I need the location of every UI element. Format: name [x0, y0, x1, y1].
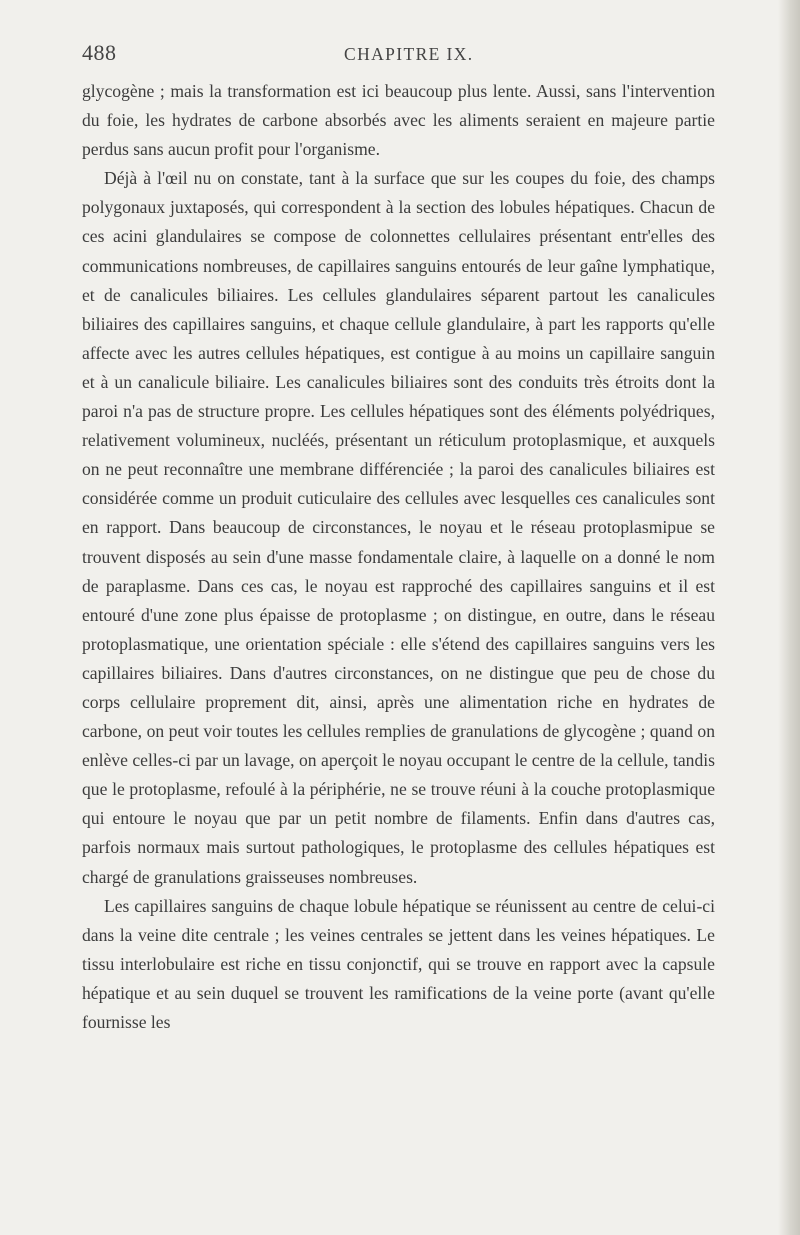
page-edge-shadow [778, 0, 800, 1235]
running-title: CHAPITRE IX. [344, 44, 474, 64]
page-number: 488 [82, 40, 117, 65]
page-header [82, 40, 717, 70]
paragraph-continuation: glycogène ; mais la transformation est ici beaucoup plus lente. Aussi, sans l'intervention du foie, les hydrates de carbone absorbés avec les aliments seraient en majeure partie perdus sans aucun profit pour l'organisme. [82, 81, 715, 160]
paragraph-liver-lobules: Déjà à l'œil nu on constate, tant à la surface que sur les coupes du foie, des champs polygonaux juxtaposés, qui correspondent à la section des lobules hépatiques. Chacun de ces acini glandulaires se compose de colonnettes cellulaires présentant entr'elles des communications nombreuses, de capillaires sanguins entourés de leur gaîne lymphatique, et de canalicules biliaires. Les cellules glandulaires séparent partout les canalicules biliaires des capillaires sanguins, et chaque cellule glandulaire, à part les rapports qu'elle affecte avec les autres cellules hépatiques, est contigue à au moins un capillaire sanguin et à un canalicule biliaire. Les canalicules biliaires sont des conduits très étroits dont la paroi n'a pas de structure propre. Les cellules hépatiques sont des éléments polyédriques, relativement volumineux, nucléés, présentant un réticulum protoplasmique, et auxquels on ne peut reconnaître une membrane différenciée ; la paroi des canalicules biliaires est considérée comme un produit cuticulaire des cellules avec lesquelles ces canalicules sont en rapport. Dans beaucoup de circonstances, le noyau et le réseau protoplasmipue se trouvent disposés au sein d'une masse fondamentale claire, à laquelle on a donné le nom de paraplasme. Dans ces cas, le noyau est rapproché des capillaires sanguins et il est entouré d'une zone plus épaisse de protoplasme ; on distingue, en outre, dans le réseau protoplasmatique, une orientation spéciale : elle s'étend des capillaires sanguins vers les capillaires biliaires. Dans d'autres circonstances, on ne distingue que peu de chose du corps cellulaire proprement dit, ainsi, après une alimentation riche en hydrates de carbone, on peut voir toutes les cellules remplies de granulations de glycogène ; quand on enlève celles-ci par un lavage, on aperçoit le noyau occupant le centre de la cellule, tandis que le protoplasme, refoulé à la périphérie, ne se trouve réuni à la couche protoplasmique qui entoure le noyau que par un petit nombre de filaments. Enfin dans d'autres cas, parfois normaux mais surtout pathologiques, le protoplasme des cellules hépatiques est chargé de granulations graisseuses nombreuses. [82, 168, 715, 887]
paragraph-blood-capillaries: Les capillaires sanguins de chaque lobule hépatique se réunissent au centre de celui-ci dans la veine dite centrale ; les veines centrales se jettent dans les veines hépatiques. Le tissu interlobulaire est riche en tissu conjonctif, qui se trouve en rapport avec la capsule hépatique et au sein duquel se trouvent les ramifications de la veine porte (avant qu'elle fournisse les [82, 895, 715, 1032]
body-text [82, 77, 715, 1037]
